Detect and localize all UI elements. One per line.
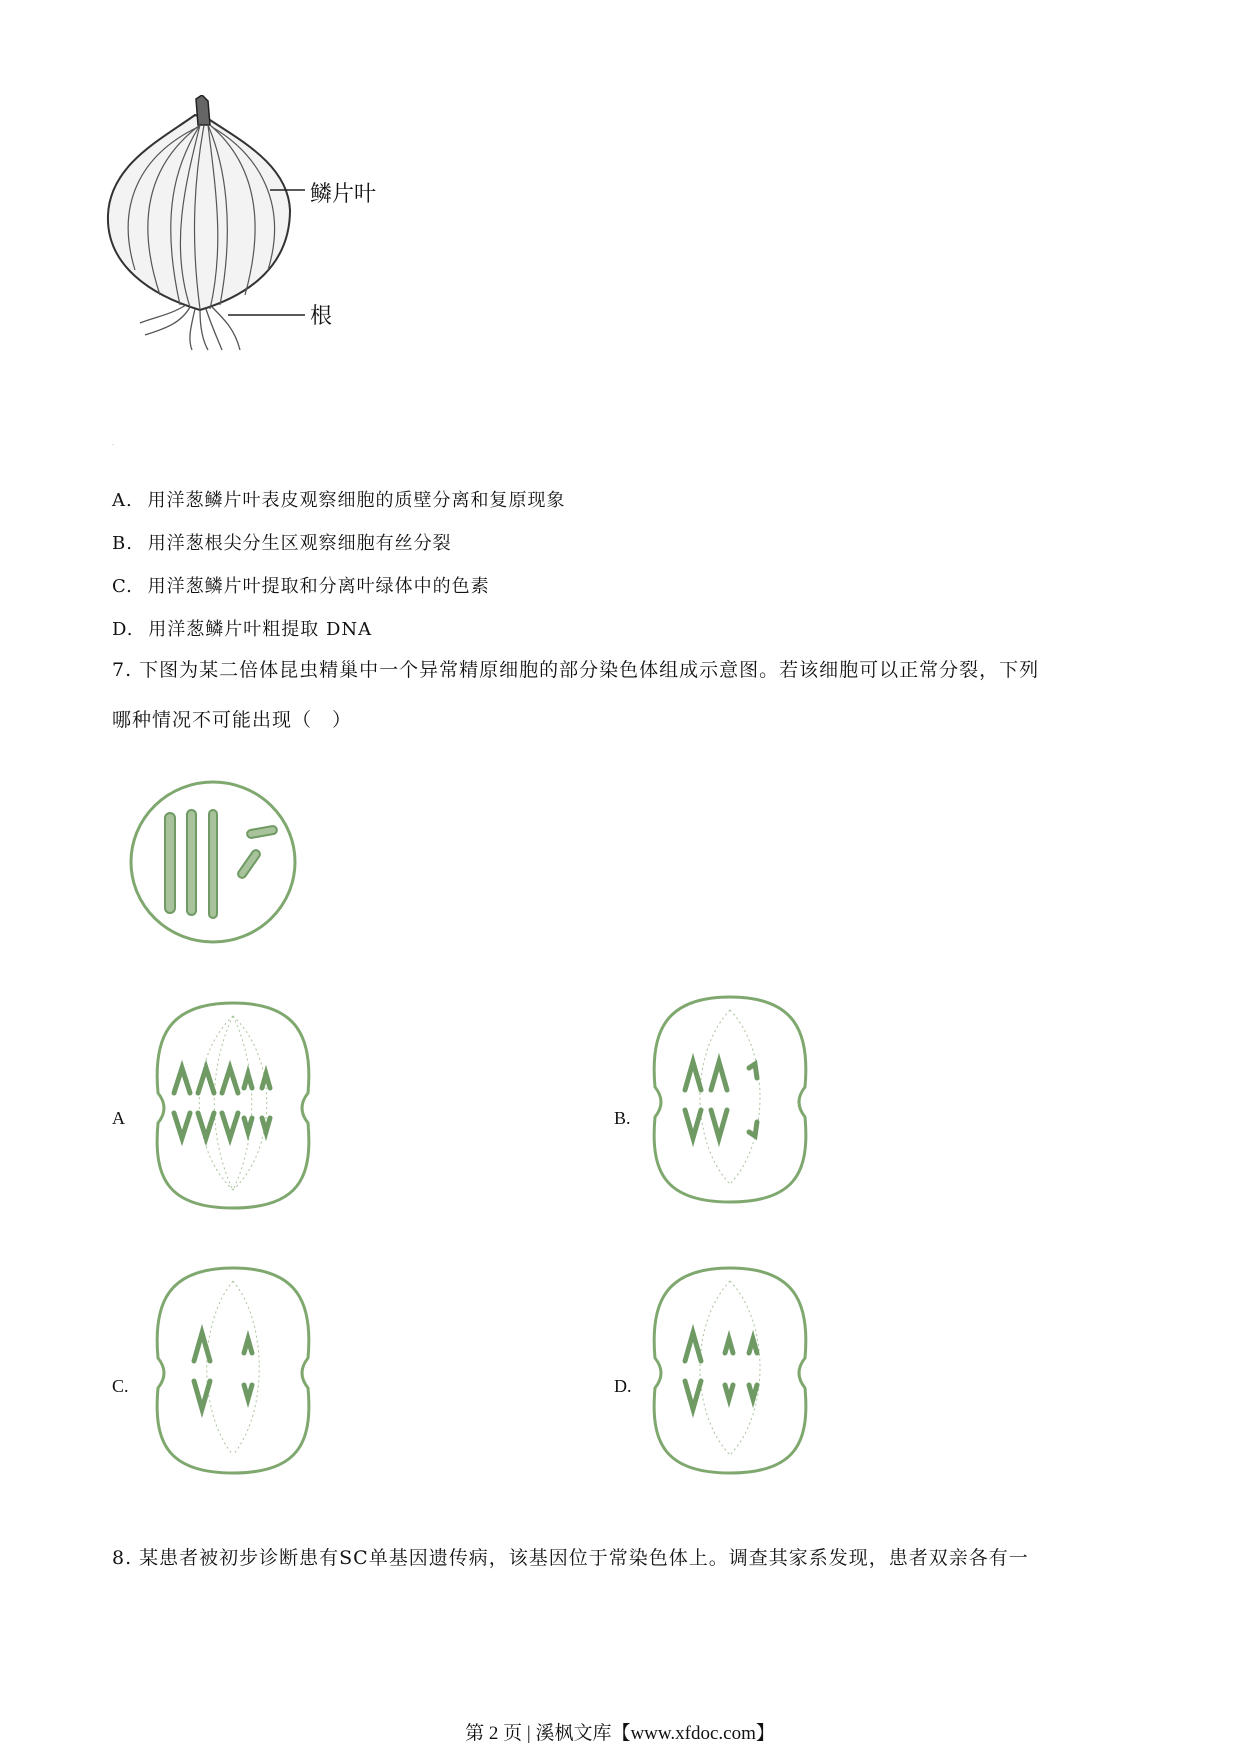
q7-stem	[112, 650, 1132, 740]
q7-option-c-label: C.	[112, 1376, 129, 1396]
option-letter: A.	[112, 490, 133, 511]
q7-line-1: 7. 下图为某二倍体昆虫精巢中一个异常精原细胞的部分染色体组成示意图。若该细胞可以正常分裂，下列	[112, 659, 1040, 681]
onion-figure	[100, 95, 420, 360]
option-text: 用洋葱根尖分生区观察细胞有丝分裂	[147, 533, 452, 554]
label-scale-leaf: 鳞片叶	[310, 181, 377, 206]
option-letter: C.	[112, 576, 133, 597]
q7-cell-figure	[125, 778, 305, 948]
option-letter: D.	[112, 619, 134, 640]
q7-option-d-label: D.	[614, 1376, 632, 1396]
option-letter: B.	[112, 533, 133, 554]
q7-line-2: 哪种情况不可能出现（ ）	[112, 709, 353, 731]
option-text: 用洋葱鳞片叶粗提取 DNA	[148, 619, 373, 640]
label-root: 根	[310, 303, 333, 328]
q7-option-b-figure	[645, 992, 815, 1207]
onion-illustration	[100, 95, 420, 360]
dividing-cell-a	[148, 998, 318, 1213]
q8-stem	[112, 1538, 1132, 1578]
page-footer: 第 2 页 | 溪枫文库【www.xfdoc.com】	[465, 1723, 775, 1744]
q6-option-a	[112, 486, 565, 512]
cell-chromosome-diagram	[125, 778, 305, 948]
q7-option-b-label: B.	[614, 1108, 631, 1128]
q7-option-c-figure	[148, 1263, 318, 1478]
q7-option-a-figure	[148, 998, 318, 1213]
q6-option-b	[112, 529, 452, 555]
dividing-cell-b	[645, 992, 815, 1207]
option-text: 用洋葱鳞片叶表皮观察细胞的质壁分离和复原现象	[147, 490, 566, 511]
q8-line-1: 8. 某患者被初步诊断患有SC单基因遗传病，该基因位于常染色体上。调查其家系发现，患者双亲各有一	[112, 1547, 1029, 1569]
q7-option-a-label: A	[112, 1108, 125, 1128]
dividing-cell-d	[645, 1263, 815, 1478]
option-text: 用洋葱鳞片叶提取和分离叶绿体中的色素	[147, 576, 490, 597]
q6-option-d	[112, 615, 372, 641]
q6-option-c	[112, 572, 490, 598]
stray-mark: .	[112, 440, 114, 447]
q7-option-d-figure	[645, 1263, 815, 1478]
dividing-cell-c	[148, 1263, 318, 1478]
